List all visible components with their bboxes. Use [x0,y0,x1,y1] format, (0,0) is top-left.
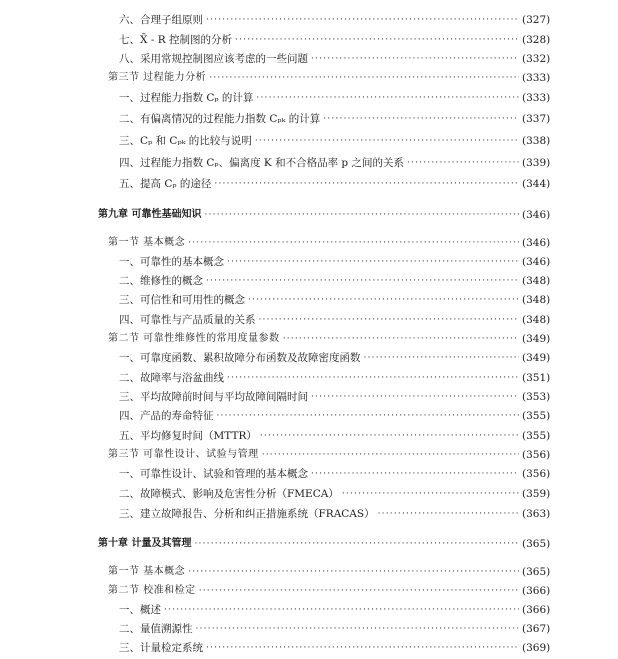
toc-entry-page: (344) [522,178,551,190]
leader-dots [227,369,519,387]
leader-dots [364,349,520,367]
toc-entry-page: (339) [522,157,551,169]
toc-entry [0,388,618,406]
leader-dots [342,485,519,503]
toc-chapter-title: 第九章 可靠性基础知识 [98,209,202,220]
toc-entry [0,485,618,503]
leader-dots [227,253,519,271]
toc-entry-page: (365) [522,566,551,578]
toc-entry-title: 三、Cₚ 和 Cₚₖ 的比较与说明 [119,135,252,147]
toc-entry-title: 四、产品的寿命特征 [119,410,214,422]
toc-entry-page: (337) [522,113,551,125]
toc-entry-page: (351) [522,372,551,384]
toc-entry-title: 三、平均故障前时间与平均故障间隔时间 [119,391,308,403]
toc-entry-page: (332) [522,53,551,65]
leader-dots [204,206,519,224]
toc-entry [0,601,618,619]
toc-entry [0,50,618,68]
toc-entry-title: 一、可靠性的基本概念 [119,256,224,268]
toc-entry-title: 一、过程能力指数 Cₚ 的计算 [119,92,254,104]
toc-section-title: 第一节 基本概念 [108,566,186,577]
toc-entry-title: 二、故障模式、影响及危害性分析（FMECA） [119,488,339,500]
toc-section-title: 第二节 可靠性维修性的常用度量参数 [108,333,280,344]
leader-dots [188,563,519,581]
toc-entry [0,253,618,271]
toc-entry-title: 二、维修性的概念 [119,275,203,287]
leader-dots [199,582,519,600]
leader-dots [209,69,519,87]
toc-entry-title: 二、量值溯源性 [119,623,193,635]
toc-entry-page: (353) [522,391,551,403]
leader-dots [248,291,519,309]
toc-entry-title: 七、X̄ - R 控制图的分析 [119,34,232,46]
toc-entry-page: (346) [522,209,551,221]
toc-entry-page: (359) [522,488,551,500]
leader-dots [256,89,519,107]
toc-entry-page: (348) [522,294,551,306]
toc-entry-title: 二、有偏离情况的过程能力指数 Cₚₖ 的计算 [119,113,321,125]
toc-chapter-title: 第十章 计量及其管理 [98,538,192,549]
toc-entry-page: (328) [522,34,551,46]
toc-entry [0,110,618,128]
toc-section-title: 第三节 过程能力分析 [108,72,207,83]
toc-entry [0,154,618,172]
leader-dots [235,31,519,49]
leader-dots [259,311,520,329]
leader-dots [188,234,519,252]
leader-dots [164,601,519,619]
toc-entry-title: 一、可靠度函数、累积故障分布函数及故障密度函数 [119,352,361,364]
leader-dots [196,620,520,638]
toc-section-entry [0,234,618,252]
toc-section-entry [0,69,618,87]
leader-dots [378,505,519,523]
leader-dots [323,110,519,128]
toc-chapter-entry [0,535,618,553]
toc-entry-page: (338) [522,135,551,147]
toc-entry-title: 二、故障率与浴盆曲线 [119,372,224,384]
toc-entry-page: (349) [522,352,551,364]
toc-section-entry [0,446,618,464]
toc-entry-title: 三、计量检定系统 [119,642,203,654]
toc-entry [0,505,618,523]
toc-entry-page: (348) [522,275,551,287]
toc-entry [0,465,618,483]
toc-entry-page: (348) [522,314,551,326]
toc-entry-page: (346) [522,237,551,249]
toc-entry-page: (365) [522,538,551,550]
toc-entry [0,132,618,150]
toc-entry [0,407,618,425]
leader-dots [206,11,519,29]
toc-entry [0,291,618,309]
leader-dots [311,465,519,483]
leader-dots [260,427,519,445]
leader-dots [407,154,519,172]
toc-entry [0,175,618,193]
toc-entry-title: 一、可靠性设计、试验和管理的基本概念 [119,468,308,480]
toc-entry-page: (356) [522,449,551,461]
toc-entry [0,369,618,387]
toc-entry [0,272,618,290]
toc-section-entry [0,582,618,600]
toc-entry-title: 六、合理子组原则 [119,14,203,26]
toc-section-entry [0,563,618,581]
toc-chapter-entry [0,206,618,224]
leader-dots [217,407,520,425]
leader-dots [283,330,519,348]
toc-entry-title: 一、概述 [119,604,161,616]
toc-entry-page: (366) [522,585,551,597]
toc-entry-page: (355) [522,430,551,442]
toc-entry-page: (366) [522,604,551,616]
toc-entry-page: (356) [522,468,551,480]
toc-entry-title: 四、可靠性与产品质量的关系 [119,314,256,326]
toc-entry-title: 四、过程能力指数 Cₚ、偏离度 K 和不合格品率 p 之间的关系 [119,157,404,169]
toc-entry-page: (333) [522,92,551,104]
toc-entry-page: (363) [522,508,551,520]
leader-dots [255,132,519,150]
toc-entry-page: (346) [522,256,551,268]
toc-entry-page: (349) [522,333,551,345]
toc-section-title: 第三节 可靠性设计、试验与管理 [108,449,259,460]
toc-entry-page: (333) [522,72,551,84]
toc-entry [0,31,618,49]
leader-dots [311,388,519,406]
toc-entry-page: (327) [522,14,551,26]
toc-entry-page: (369) [522,642,551,654]
toc-entry [0,639,618,657]
toc-section-title: 第二节 校准和检定 [108,585,196,596]
toc-entry [0,620,618,638]
toc-entry-title: 三、建立故障报告、分析和纠正措施系统（FRACAS） [119,508,375,520]
toc-section-entry [0,330,618,348]
leader-dots [206,639,519,657]
leader-dots [194,535,519,553]
toc-entry [0,427,618,445]
toc-entry [0,89,618,107]
toc-entry-title: 五、平均修复时间（MTTR） [119,430,257,442]
toc-entry [0,311,618,329]
toc-entry [0,349,618,367]
leader-dots [311,50,519,68]
toc-section-title: 第一节 基本概念 [108,237,186,248]
toc-entry [0,11,618,29]
toc-entry-page: (355) [522,410,551,422]
toc-entry-title: 五、提高 Cₚ 的途径 [119,178,212,190]
toc-entry-page: (367) [522,623,551,635]
leader-dots [214,175,519,193]
toc-entry-title: 八、采用常规控制图应该考虑的一些问题 [119,53,308,65]
toc-entry-title: 三、可信性和可用性的概念 [119,294,245,306]
leader-dots [206,272,519,290]
leader-dots [262,446,519,464]
